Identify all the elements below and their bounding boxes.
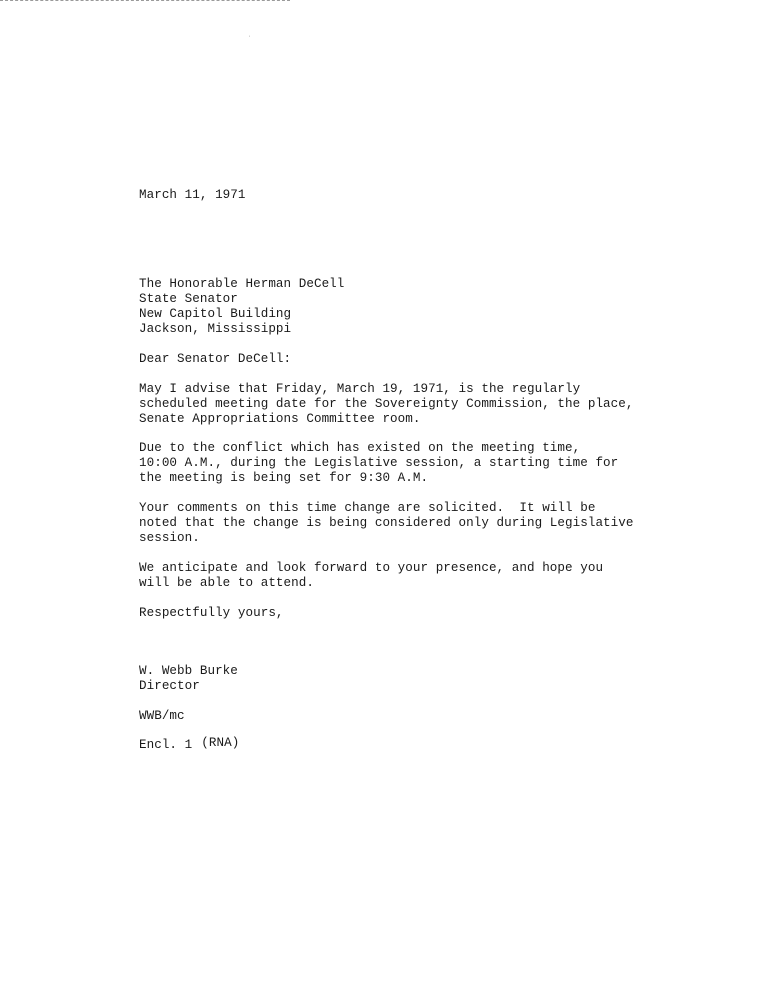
paragraph-4 [139, 561, 603, 591]
paragraph-line: the meeting is being set for 9:30 A.M. [139, 471, 429, 485]
enclosure-note: (RNA) [201, 736, 240, 750]
address-line: New Capitol Building [139, 307, 292, 321]
paragraph-line: Due to the conflict which has existed on the meeting time, [139, 441, 581, 455]
paragraph-2 [139, 441, 618, 486]
closing: Respectfully yours, [139, 606, 284, 620]
paragraph-line: scheduled meeting date for the Sovereignty Commission, the place, [139, 397, 634, 411]
signer-title: Director [139, 679, 200, 693]
signature-block [139, 664, 238, 694]
letter-date: March 11, 1971 [139, 188, 246, 202]
paragraph-line: 10:00 A.M., during the Legislative session, a starting time for [139, 456, 619, 470]
paragraph-line: will be able to attend. [139, 576, 314, 590]
address-line: The Honorable Herman DeCell [139, 277, 345, 291]
scan-speck: ˙ [247, 36, 252, 45]
address-line: State Senator [139, 292, 238, 306]
inside-address [139, 277, 344, 337]
paragraph-3 [139, 501, 634, 546]
paragraph-1 [139, 382, 634, 427]
paragraph-line: session. [139, 531, 200, 545]
paragraph-line: We anticipate and look forward to your presence, and hope you [139, 561, 604, 575]
paragraph-line: May I advise that Friday, March 19, 1971, is the regularly [139, 382, 581, 396]
enclosure: Encl. 1 [139, 738, 193, 752]
salutation: Dear Senator DeCell: [139, 352, 292, 366]
paragraph-line: Your comments on this time change are solicited. It will be [139, 501, 596, 515]
page-edge-dashed-border [0, 0, 290, 1]
paragraph-line: noted that the change is being considered only during Legislative [139, 516, 634, 530]
signer-name: W. Webb Burke [139, 664, 238, 678]
reference-initials: WWB/mc [139, 709, 185, 723]
enclosure-line [139, 738, 239, 753]
address-line: Jackson, Mississippi [139, 322, 292, 336]
paragraph-line: Senate Appropriations Committee room. [139, 412, 421, 426]
